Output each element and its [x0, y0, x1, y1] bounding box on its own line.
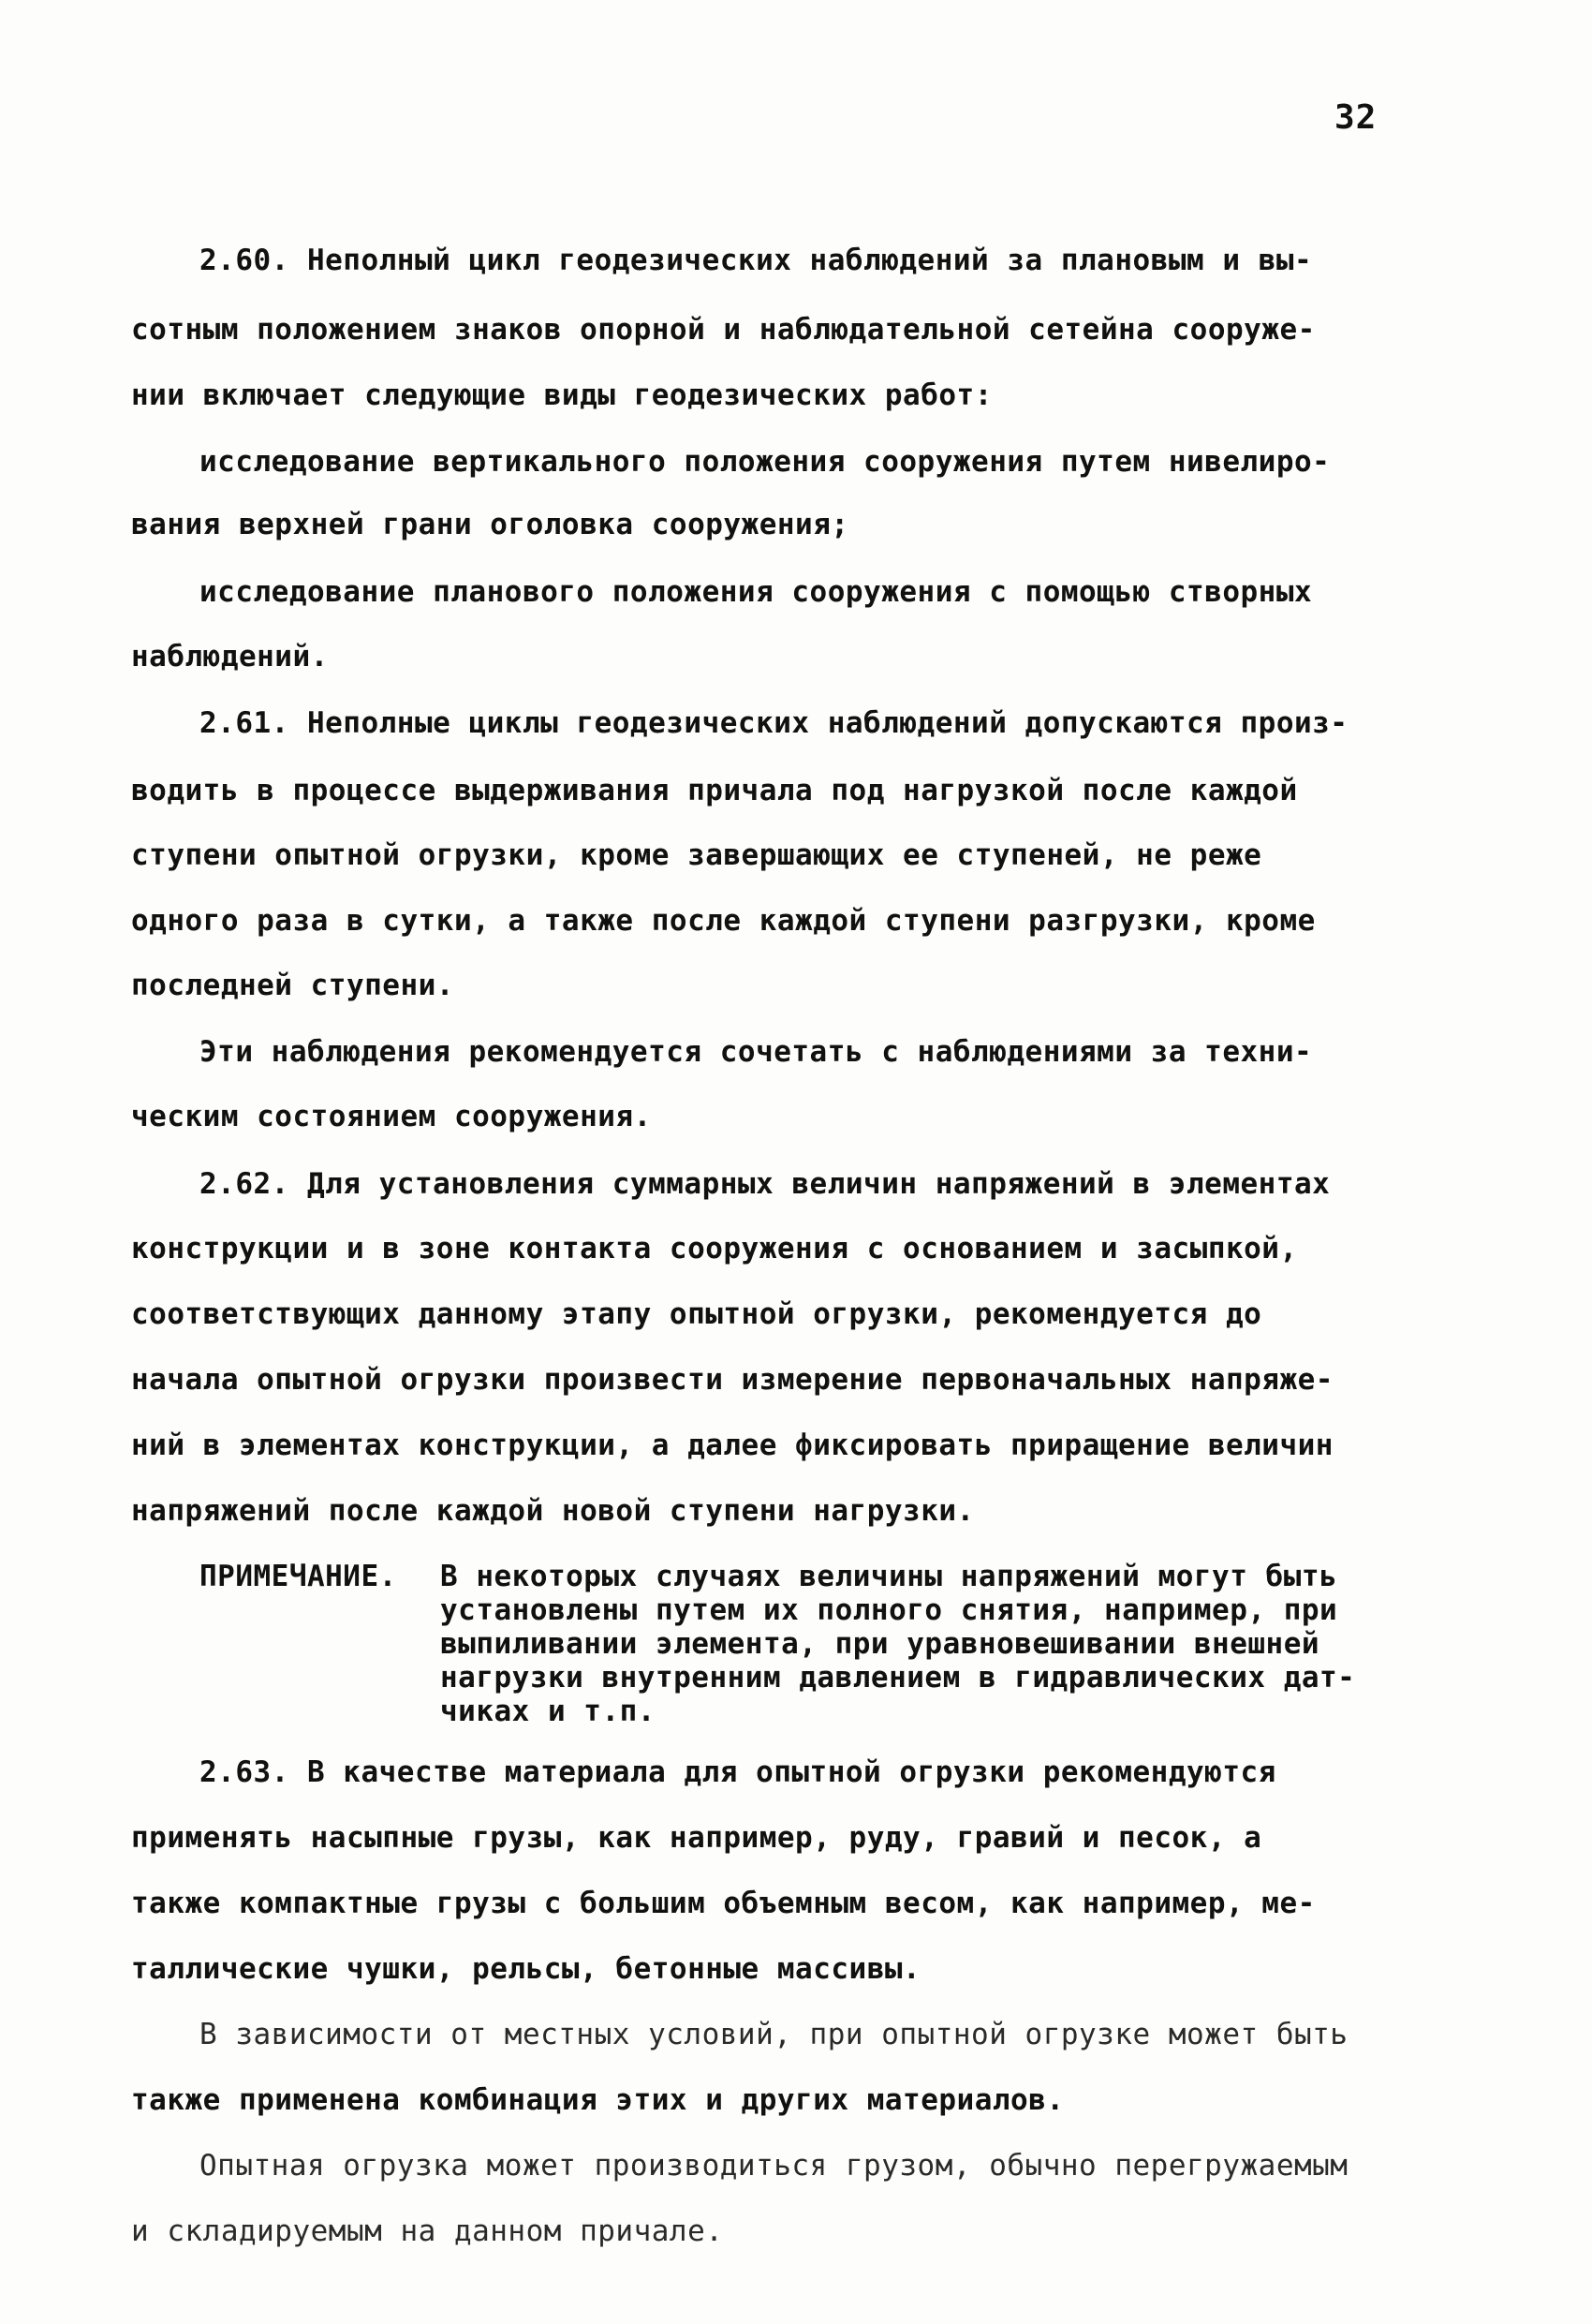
text-line: сотным положением знаков опорной и наблюдательной сетейна сооруже- — [131, 313, 1316, 347]
note-line: выпиливании элемента, при уравновешивании внешней — [440, 1627, 1320, 1661]
page-number: 32 — [1334, 98, 1378, 137]
text-line: также компактные грузы с большим объемным весом, как например, ме- — [131, 1887, 1316, 1920]
text-line: напряжений после каждой новой ступени нагрузки. — [131, 1494, 975, 1528]
text-line: ческим состоянием сооружения. — [131, 1100, 652, 1133]
text-line: 2.60. Неполный цикл геодезических наблюдений за плановым и вы- — [199, 244, 1313, 277]
text-line: 2.62. Для установления суммарных величин напряжений в элементах — [199, 1167, 1331, 1201]
text-line: соответствующих данному этапу опытной огрузки, рекомендуется до — [131, 1297, 1262, 1331]
text-line: последней ступени. — [131, 969, 454, 1002]
text-line: исследование вертикального положения сооружения путем нивелиро- — [199, 445, 1331, 479]
note-label: ПРИМЕЧАНИЕ. — [199, 1560, 397, 1593]
note-line: нагрузки внутренним давлением в гидравлических дат- — [440, 1661, 1356, 1695]
text-line: вания верхней грани оголовка сооружения; — [131, 508, 849, 541]
text-line: В зависимости от местных условий, при опытной огрузке может быть — [199, 2018, 1349, 2051]
text-line: ний в элементах конструкции, а далее фиксировать приращение величин — [131, 1428, 1334, 1462]
text-line: ступени опытной огрузки, кроме завершающих ее ступеней, не реже — [131, 838, 1262, 872]
text-line: 2.61. Неполные циклы геодезических наблюдений допускаются произ- — [199, 706, 1349, 740]
note-line: чиках и т.п. — [440, 1695, 656, 1728]
text-line: нии включает следующие виды геодезических работ: — [131, 378, 993, 412]
text-line: одного раза в сутки, а также после каждой ступени разгрузки, кроме — [131, 904, 1316, 938]
text-line: начала опытной огрузки произвести измерение первоначальных напряже- — [131, 1363, 1334, 1397]
text-line: наблюдений. — [131, 640, 329, 674]
text-line: 2.63. В качестве материала для опытной огрузки рекомендуются — [199, 1755, 1276, 1789]
text-line: также применена комбинация этих и других материалов. — [131, 2083, 1065, 2117]
note-line: В некоторых случаях величины напряжений могут быть — [440, 1560, 1338, 1593]
text-line: водить в процессе выдерживания причала под нагрузкой после каждой — [131, 774, 1298, 807]
text-line: таллические чушки, рельсы, бетонные массивы. — [131, 1952, 921, 1986]
note-line: установлены путем их полного снятия, например, при — [440, 1593, 1338, 1627]
text-line: Опытная огрузка может производиться грузом, обычно перегружаемым — [199, 2149, 1349, 2183]
text-line: конструкции и в зоне контакта сооружения с основанием и засыпкой, — [131, 1232, 1298, 1266]
text-line: Эти наблюдения рекомендуется сочетать с наблюдениями за техни- — [199, 1035, 1313, 1069]
text-line: исследование планового положения сооружения с помощью створных — [199, 575, 1313, 609]
text-line: и складируемым на данном причале. — [131, 2214, 724, 2248]
text-line: применять насыпные грузы, как например, руду, гравий и песок, а — [131, 1821, 1262, 1855]
